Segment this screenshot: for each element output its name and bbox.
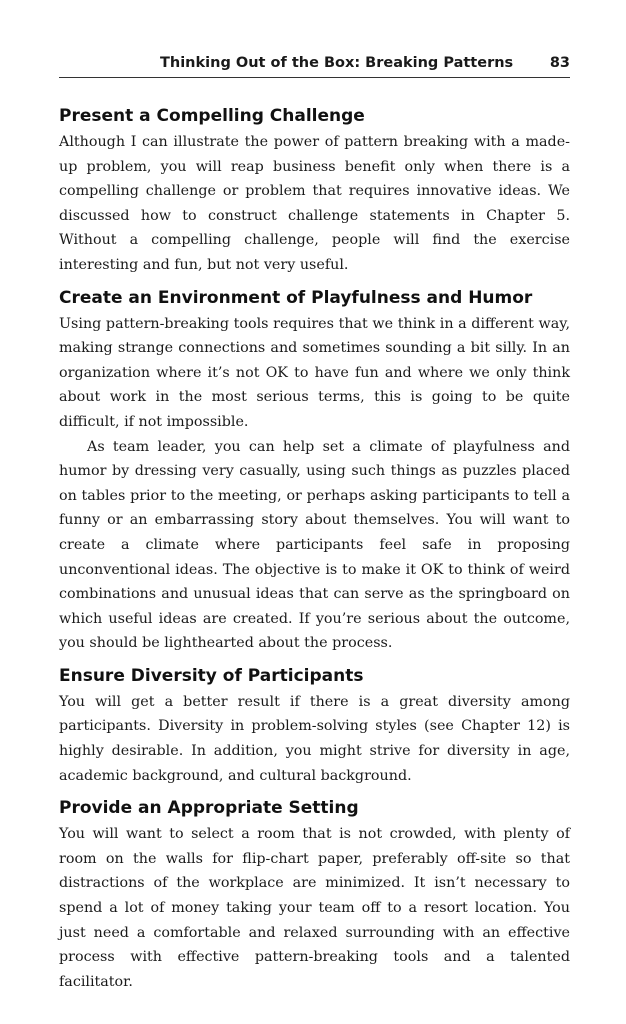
section-heading: Create an Environment of Playfulness and Humor	[59, 287, 533, 308]
paragraph: You will want to select a room that is not crowded, with plenty of room on the walls for flip-chart paper, preferably off-site so that distractions of the workplace are minimized. It isn’t necessary to spend a lot of money taking your team off to a resort location. You just need a comfortable and relaxed surrounding with an effective process with effective pattern-breaking tools and a talented facilitator.	[59, 826, 570, 990]
running-head-title: Thinking Out of the Box: Breaking Patterns	[160, 55, 514, 71]
page-number: 83	[549, 55, 570, 71]
running-head	[59, 52, 570, 78]
paragraph: You will get a better result if there is a great diversity among participants. Diversity in problem-solving styles (see Chapter 12) is highly desirable. In addition, you might strive for diversity in age, academic background, and cultural background.	[59, 693, 570, 784]
page-body	[59, 102, 570, 994]
paragraph: Using pattern-breaking tools requires that we think in a different way, making strange connections and sometimes sounding a bit silly. In an organization where it’s not OK to have fun and where we only think about work in the most serious terms, this is going to be quite difficult, if not impossible.	[59, 315, 570, 430]
paragraph: Although I can illustrate the power of pattern breaking with a made-up problem, you will reap business benefit only when there is a compelling challenge or problem that requires innovative ideas. We discussed how to construct challenge statements in Chapter 5. Without a compelling challenge, people will find the exercise interesting and fun, but not very useful.	[59, 134, 570, 273]
paragraph: As team leader, you can help set a climate of playfulness and humor by dressing very casually, using such things as puzzles placed on tables prior to the meeting, or perhaps asking participants to tell a funny or an embarrassing story about themselves. You will want to create a climate where participants feel safe in proposing unconventional ideas. The objective is to make it OK to think of weird combinations and unusual ideas that can serve as the springboard on which useful ideas are created. If you’re serious about the outcome, you should be lighthearted about the process.	[59, 438, 570, 652]
section-compelling-challenge	[59, 102, 570, 278]
section-heading: Provide an Appropriate Setting	[59, 798, 359, 819]
section-setting	[59, 794, 570, 994]
section-heading: Ensure Diversity of Participants	[59, 665, 364, 686]
section-diversity	[59, 662, 570, 788]
section-heading: Present a Compelling Challenge	[59, 106, 365, 126]
section-playfulness-humor	[59, 284, 570, 656]
